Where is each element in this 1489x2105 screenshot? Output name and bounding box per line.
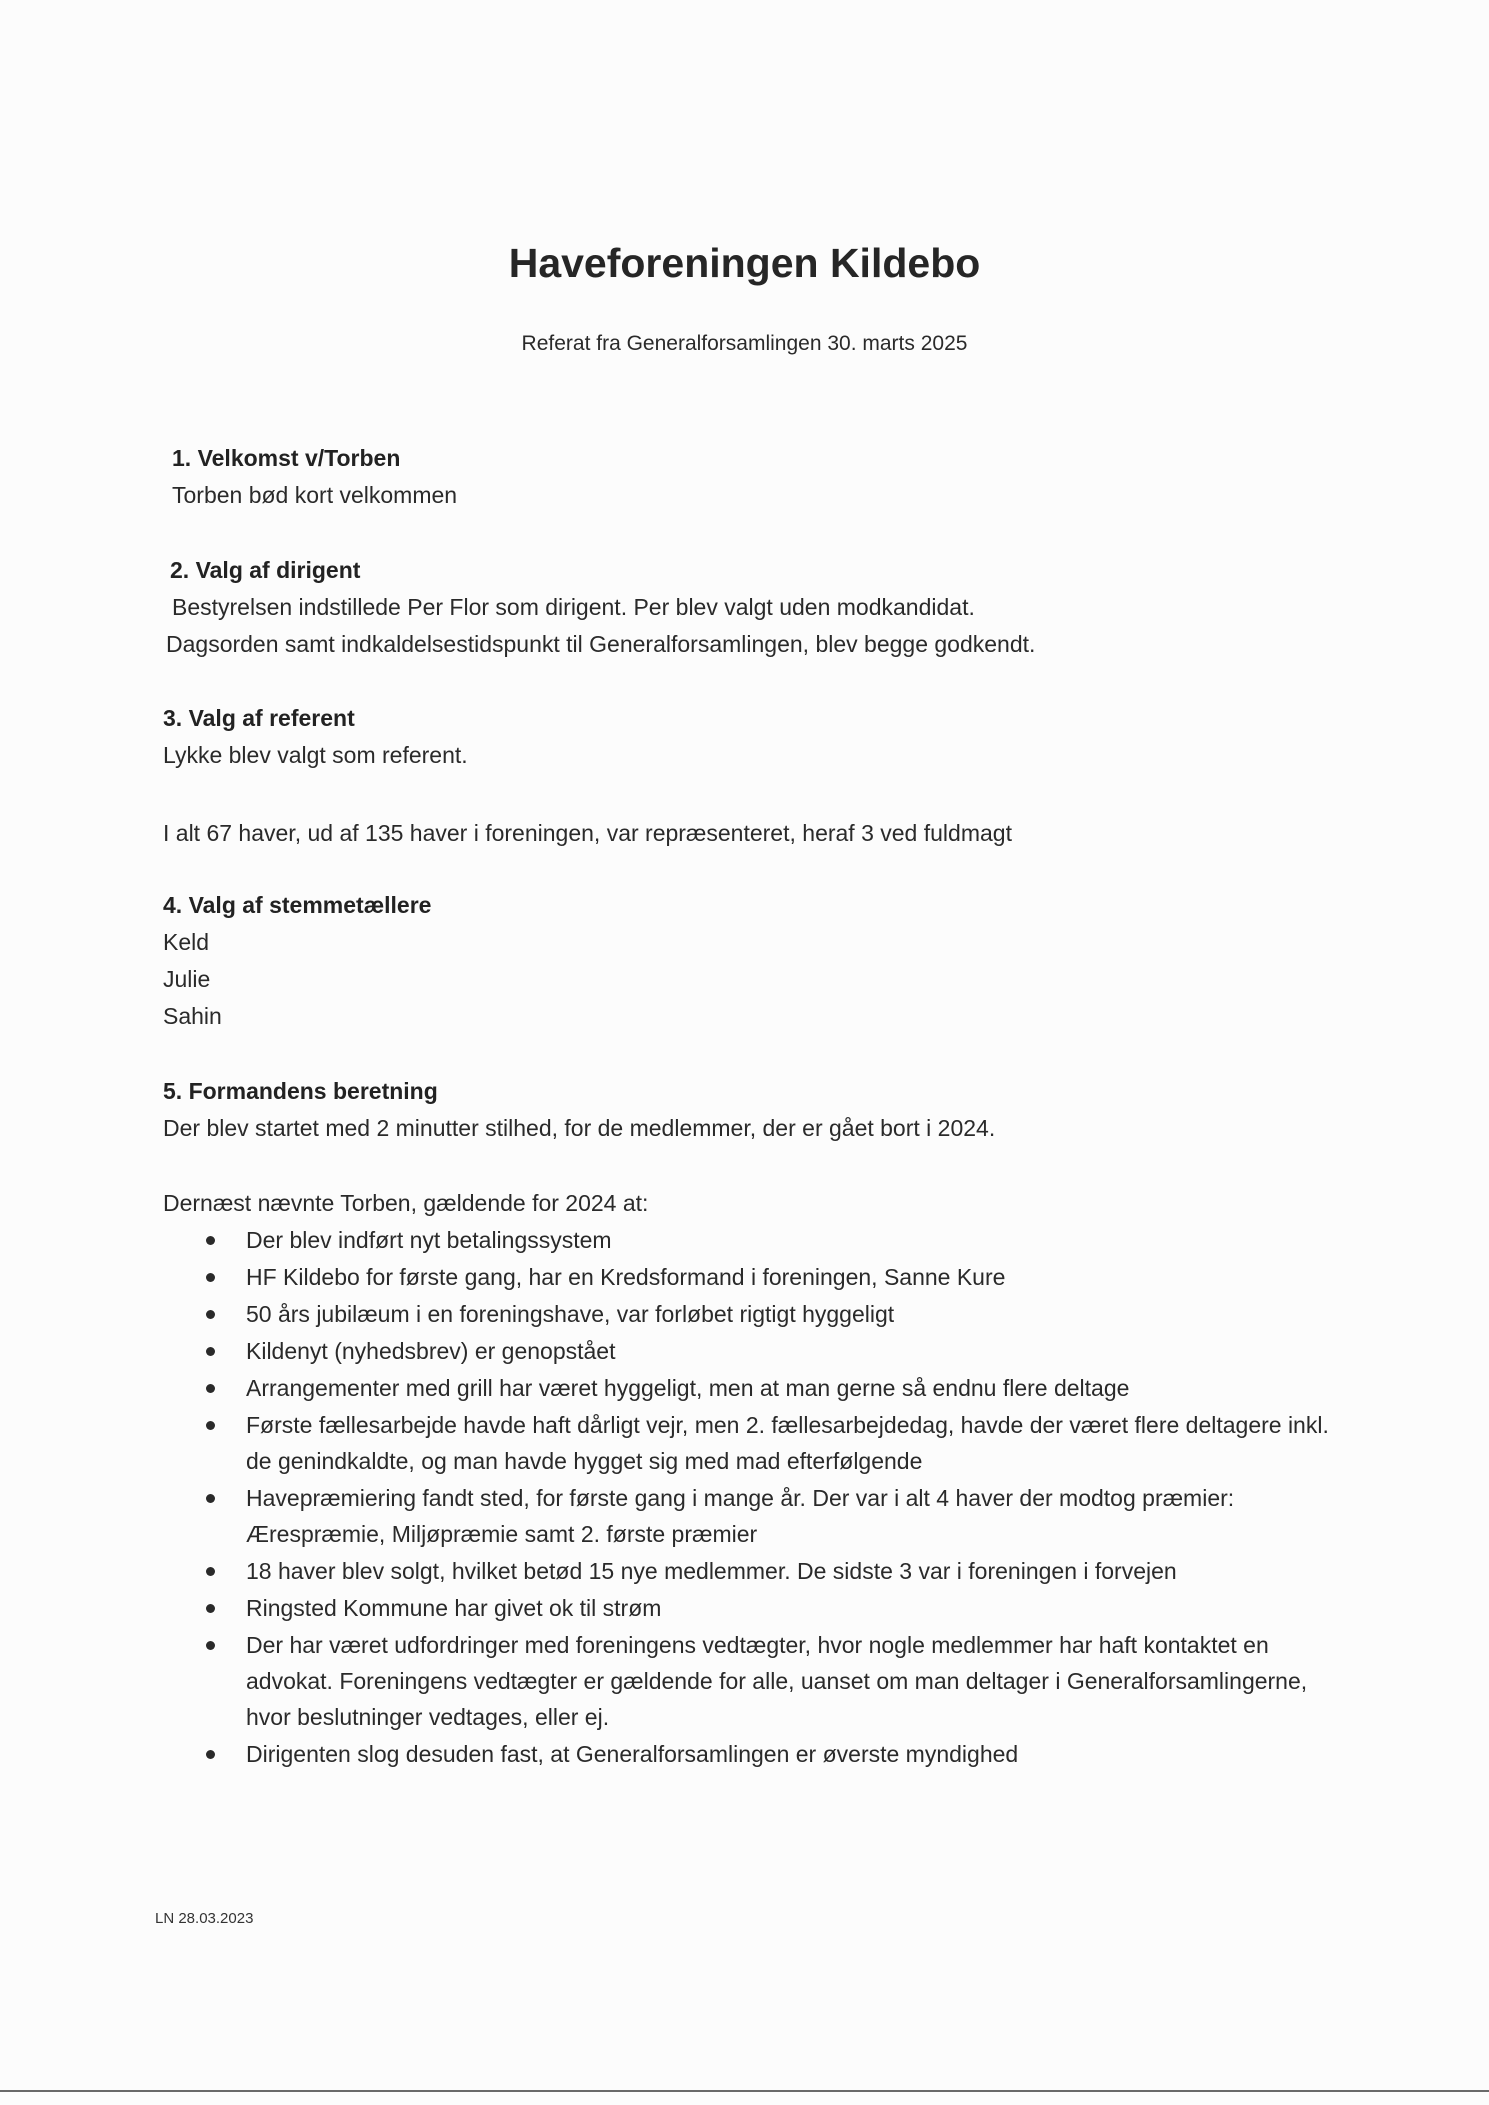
- section-dirigent: [166, 552, 1370, 663]
- bullet-icon: [206, 1310, 215, 1319]
- beretning-bullet-list: [200, 1222, 1330, 1773]
- name-item: Sahin: [163, 1003, 222, 1029]
- name-item: Julie: [163, 966, 211, 992]
- bullet-icon: [206, 1273, 215, 1282]
- list-item: Ringsted Kommune har givet ok til strøm: [200, 1590, 1330, 1626]
- page-bottom-rule: [0, 2090, 1489, 2092]
- list-item: Dirigenten slog desuden fast, at Generalforsamlingen er øverste myndighed: [200, 1736, 1330, 1772]
- section-heading: 3. Valg af referent: [163, 705, 355, 731]
- section-velkomst: [172, 440, 1372, 514]
- name-item: Keld: [163, 929, 210, 955]
- section-heading: 1. Velkomst v/Torben: [172, 445, 401, 471]
- beretning-intro: [163, 1185, 1363, 1222]
- list-item: Der blev indført nyt betalingssystem: [200, 1222, 1330, 1258]
- bullet-icon: [206, 1347, 215, 1356]
- bullet-icon: [206, 1641, 215, 1650]
- bullet-icon: [206, 1384, 215, 1393]
- intro-text: Dernæst nævnte Torben, gældende for 2024 at:: [163, 1190, 649, 1216]
- list-item: Havepræmiering fandt sted, for første gang i mange år. Der var i alt 4 haver der modtog præmier: Ærespræmie, Miljøpræmie samt 2. første præmier: [200, 1480, 1330, 1552]
- page-subtitle: Referat fra Generalforsamlingen 30. marts 2025: [521, 332, 968, 355]
- attendance-note: [163, 815, 1363, 852]
- bullet-icon: [206, 1750, 215, 1759]
- list-item: Kildenyt (nyhedsbrev) er genopstået: [200, 1333, 1330, 1369]
- bullet-icon: [206, 1567, 215, 1576]
- list-item: Der har været udfordringer med foreningens vedtægter, hvor nogle medlemmer har haft kontaktet en advokat. Foreningens vedtægter er gældende for alle, uanset om man deltager i Generalforsamlingerne, hvor beslutninger vedtages, eller ej.: [200, 1627, 1330, 1735]
- section-heading: 4. Valg af stemmetællere: [163, 892, 432, 918]
- section-heading: 2. Valg af dirigent: [170, 557, 361, 583]
- list-item: Første fællesarbejde havde haft dårligt vejr, men 2. fællesarbejdedag, havde der været flere deltagere inkl. de genindkaldte, og man havde hygget sig med mad efterfølgende: [200, 1407, 1330, 1479]
- list-item: Arrangementer med grill har været hyggeligt, men at man gerne så endnu flere deltage: [200, 1370, 1330, 1406]
- list-item: 18 haver blev solgt, hvilket betød 15 nye medlemmer. De sidste 3 var i foreningen i forvejen: [200, 1553, 1330, 1589]
- bullet-icon: [206, 1494, 215, 1503]
- section-text: Der blev startet med 2 minutter stilhed, for de medlemmer, der er gået bort i 2024.: [163, 1115, 996, 1141]
- section-text: Dagsorden samt indkaldelsestidspunkt til Generalforsamlingen, blev begge godkendt.: [166, 631, 1036, 657]
- section-text: Bestyrelsen indstillede Per Flor som dirigent. Per blev valgt uden modkandidat.: [172, 594, 975, 620]
- section-stemmetaellere: [163, 887, 1363, 1035]
- section-text: Torben bød kort velkommen: [172, 482, 458, 508]
- section-heading: 5. Formandens beretning: [163, 1078, 438, 1104]
- section-text: Lykke blev valgt som referent.: [163, 742, 468, 768]
- list-item: 50 års jubilæum i en foreningshave, var forløbet rigtigt hyggeligt: [200, 1296, 1330, 1332]
- section-referent: [163, 700, 1363, 774]
- bullet-icon: [206, 1236, 215, 1245]
- attendance-text: I alt 67 haver, ud af 135 haver i foreningen, var repræsenteret, heraf 3 ved fuldmagt: [163, 820, 1012, 846]
- section-beretning: [163, 1073, 1363, 1147]
- bullet-icon: [206, 1421, 215, 1430]
- page-title: Haveforeningen Kildebo: [508, 240, 981, 286]
- footer-note: LN 28.03.2023: [155, 1910, 254, 1927]
- list-item: HF Kildebo for første gang, har en Kredsformand i foreningen, Sanne Kure: [200, 1259, 1330, 1295]
- bullet-icon: [206, 1604, 215, 1613]
